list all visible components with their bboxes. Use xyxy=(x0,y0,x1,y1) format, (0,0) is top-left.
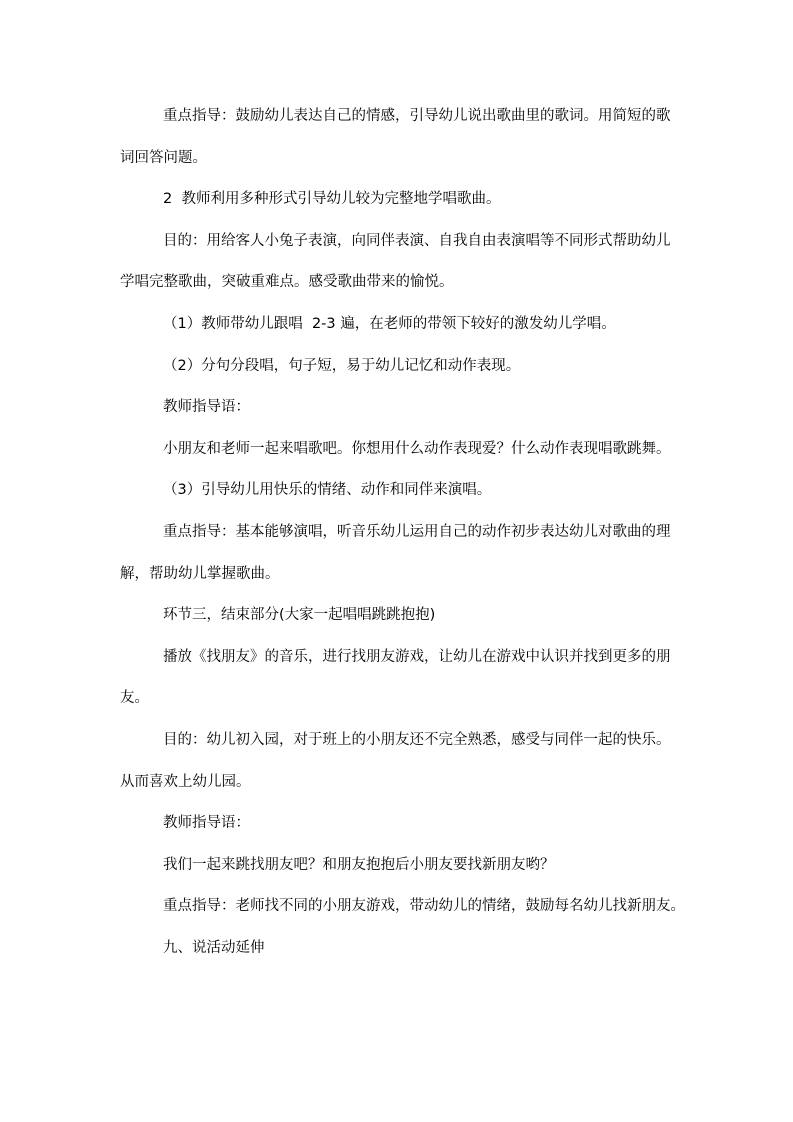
text-line: 教师指导语： xyxy=(163,399,250,416)
text-line: （1）教师带幼儿跟唱 2-3 遍，在老师的带领下较好的激发幼儿学唱。 xyxy=(163,315,616,332)
text-line: 从而喜欢上幼儿园。 xyxy=(120,773,251,790)
text-line: 教师指导语： xyxy=(163,815,250,832)
text-line: 播放《找朋友》的音乐，进行找朋友游戏，让幼儿在游戏中认识并找到更多的朋 xyxy=(163,648,671,665)
text-line: 友。 xyxy=(120,690,149,707)
text-line: 重点指导：鼓励幼儿表达自己的情感，引导幼儿说出歌曲里的歌词。用简短的歌 xyxy=(163,108,671,124)
text-line: 目的：幼儿初入园，对于班上的小朋友还不完全熟悉，感受与同伴一起的快乐。 xyxy=(163,731,671,748)
text-line: 解，帮助幼儿掌握歌曲。 xyxy=(120,565,280,582)
text-line: （3）引导幼儿用快乐的情绪、动作和同伴来演唱。 xyxy=(163,482,492,499)
text-line: 目的：用给客人小兔子表演，向同伴表演、自我自由表演唱等不同形式帮助幼儿 xyxy=(163,232,671,249)
section-heading: 环节三，结束部分(大家一起唱唱跳跳抱抱) xyxy=(163,607,436,624)
text-line: 我们一起来跳找朋友吧？和朋友抱抱后小朋友要找新朋友哟？ xyxy=(163,856,555,873)
text-line: 重点指导：老师找不同的小朋友游戏，带动幼儿的情绪，鼓励每名幼儿找新朋友。 xyxy=(163,898,685,915)
text-line: 2 教师利用多种形式引导幼儿较为完整地学唱歌曲。 xyxy=(163,191,501,208)
text-line: 学唱完整歌曲，突破重难点。感受歌曲带来的愉悦。 xyxy=(120,274,454,291)
text-line: （2）分句分段唱，句子短，易于幼儿记忆和动作表现。 xyxy=(163,357,521,374)
section-heading: 九、说活动延伸 xyxy=(163,939,265,956)
text-line: 重点指导：基本能够演唱，听音乐幼儿运用自己的动作初步表达幼儿对歌曲的理 xyxy=(163,523,671,540)
document-body xyxy=(120,96,700,969)
text-line: 词回答问题。 xyxy=(120,149,207,166)
text-line: 小朋友和老师一起来唱歌吧。你想用什么动作表现爱？什么动作表现唱歌跳舞。 xyxy=(163,440,671,457)
